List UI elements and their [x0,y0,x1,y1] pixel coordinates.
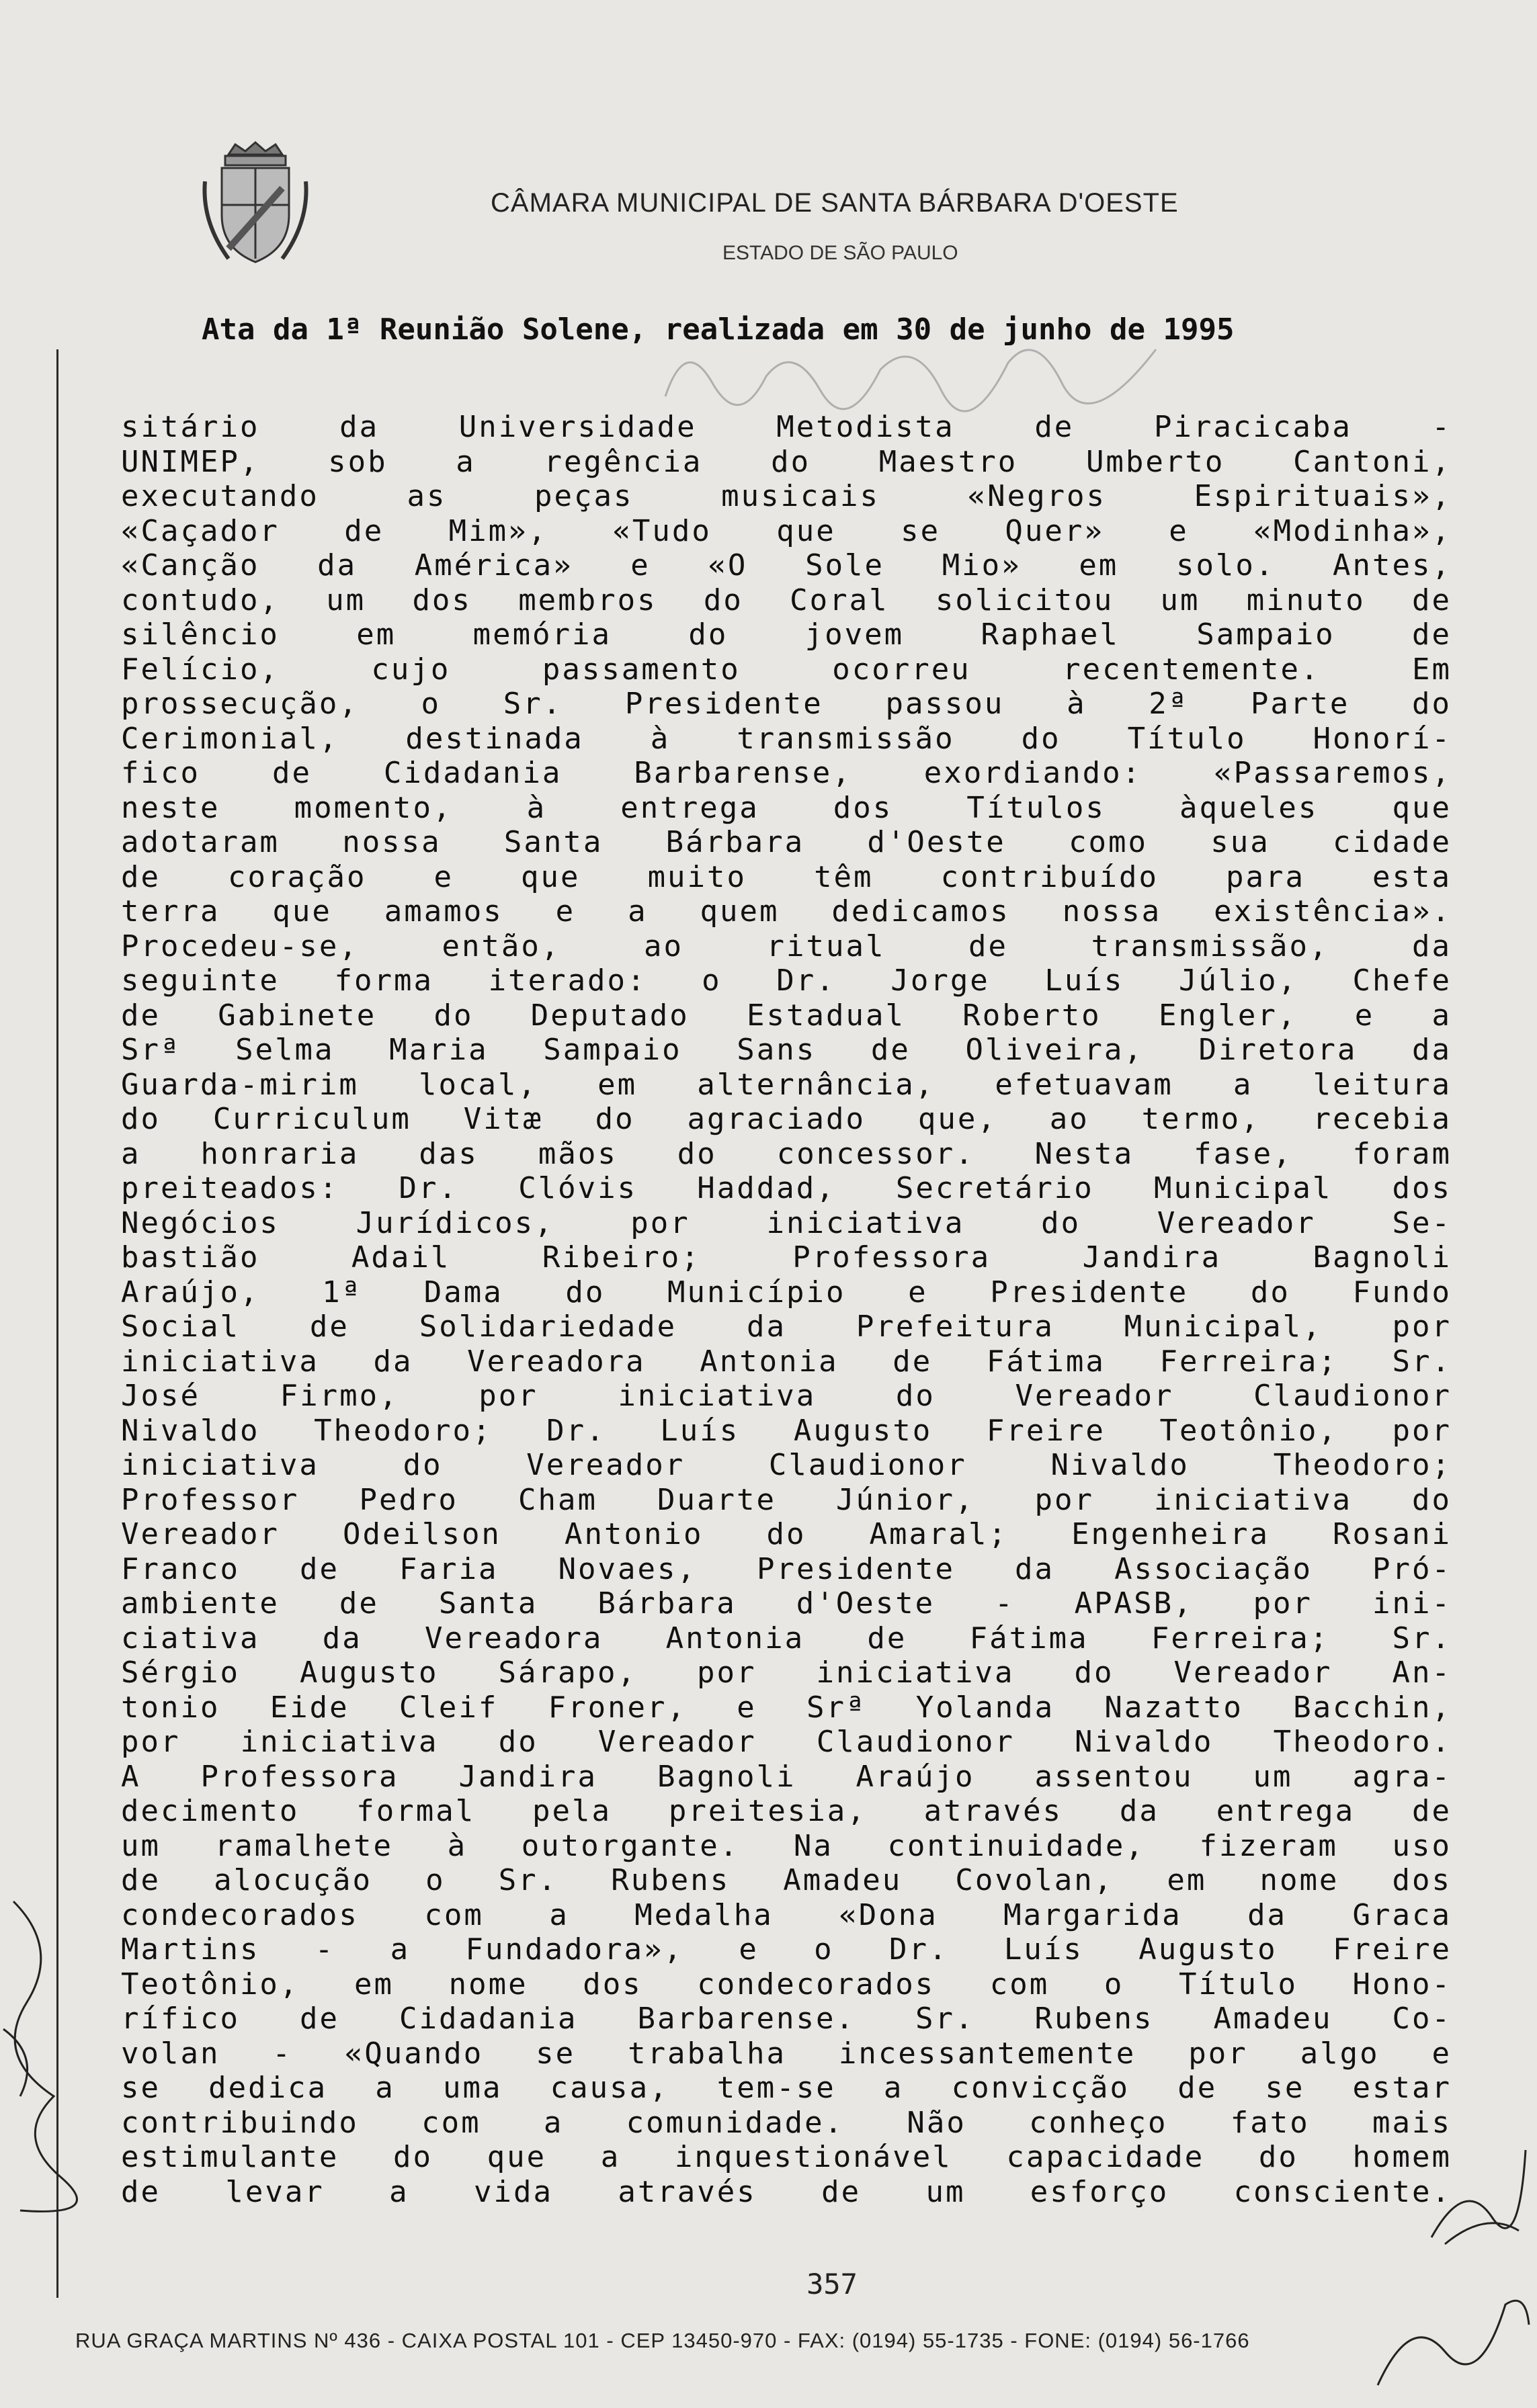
body-line: sitário da Universidade Metodista de Piracicaba - [121,410,1452,444]
body-line: terra que amamos e a quem dedicamos nossa existência». [121,894,1452,929]
body-line: do Curriculum Vitæ do agraciado que, ao termo, recebia [121,1102,1452,1136]
footer-address: RUA GRAÇA MARTINS Nº 436 - CAIXA POSTAL 101 - CEP 13450-970 - FAX: (0194) 55-1735 - FONE: (0194) 56-1766 [75,2329,1250,2352]
body-line: Araújo, 1ª Dama do Município e Presidente do Fundo [121,1275,1452,1309]
body-line: contudo, um dos membros do Coral solicitou um minuto de [121,583,1452,617]
body-line: José Firmo, por iniciativa do Vereador Claudionor [121,1379,1452,1413]
body-line: Social de Solidariedade da Prefeitura Municipal, por [121,1309,1452,1344]
body-line: rífico de Cidadania Barbarense. Sr. Rubens Amadeu Co- [121,2002,1452,2036]
body-line: de levar a vida através de um esforço consciente. [121,2174,1452,2209]
institution-name: CÂMARA MUNICIPAL DE SANTA BÁRBARA D'OESTE [491,188,1179,218]
body-line: se dedica a uma causa, tem-se a convicção de se estar [121,2071,1452,2105]
municipal-coat-of-arms-icon [202,141,309,269]
body-line: neste momento, à entrega dos Títulos àqueles que [121,790,1452,825]
body-line: Cerimonial, destinada à transmissão do Título Honorí- [121,721,1452,756]
body-line: decimento formal pela preitesia, através da entrega de [121,1794,1452,1828]
body-line: fico de Cidadania Barbarense, exordiando: «Passaremos, [121,756,1452,790]
body-line: «Canção da América» e «O Sole Mio» em solo. Antes, [121,548,1452,583]
body-line: por iniciativa do Vereador Claudionor Nivaldo Theodoro. [121,1725,1452,1759]
body-line: estimulante do que a inquestionável capacidade do homem [121,2140,1452,2174]
body-line: bastião Adail Ribeiro; Professora Jandira Bagnoli [121,1240,1452,1275]
body-line: Vereador Odeilson Antonio do Amaral; Engenheira Rosani [121,1517,1452,1551]
body-line: ciativa da Vereadora Antonia de Fátima Ferreira; Sr. [121,1621,1452,1656]
body-line: «Caçador de Mim», «Tudo que se Quer» e «Modinha», [121,513,1452,548]
margin-rule [56,349,58,2298]
page-number: 357 [806,2268,858,2300]
body-line: Nivaldo Theodoro; Dr. Luís Augusto Freire Teotônio, por [121,1413,1452,1448]
minutes-body [121,410,1452,2209]
body-line: de Gabinete do Deputado Estadual Roberto Engler, e a [121,998,1452,1033]
body-line: executando as peças musicais «Negros Espirituais», [121,479,1452,513]
body-line: Professor Pedro Cham Duarte Júnior, por iniciativa do [121,1482,1452,1517]
body-line: de alocução o Sr. Rubens Amadeu Covolan, em nome dos [121,1863,1452,1897]
signature-scribble-left [0,1895,81,2217]
body-line: Srª Selma Maria Sampaio Sans de Oliveira, Diretora da [121,1033,1452,1067]
body-line: um ramalhete à outorgante. Na continuidade, fizeram uso [121,1828,1452,1863]
meeting-title: Ata da 1ª Reunião Solene, realizada em 30 de junho de 1995 [202,312,1235,347]
body-line: ambiente de Santa Bárbara d'Oeste - APASB, por ini- [121,1586,1452,1621]
body-line: prossecução, o Sr. Presidente passou à 2ª Parte do [121,687,1452,721]
body-line: contribuindo com a comunidade. Não conheço fato mais [121,2105,1452,2140]
body-line: a honraria das mãos do concessor. Nesta fase, foram [121,1136,1452,1171]
body-line: iniciativa da Vereadora Antonia de Fátima Ferreira; Sr. [121,1344,1452,1379]
body-line: silêncio em memória do jovem Raphael Sampaio de [121,617,1452,652]
body-line: volan - «Quando se trabalha incessantemente por algo e [121,2036,1452,2071]
body-line: Guarda-mirim local, em alternância, efetuavam a leitura [121,1067,1452,1102]
body-line: Negócios Jurídicos, por iniciativa do Vereador Se- [121,1205,1452,1240]
body-line: adotaram nossa Santa Bárbara d'Oeste como sua cidade [121,825,1452,859]
body-line: Sérgio Augusto Sárapo, por iniciativa do Vereador An- [121,1656,1452,1690]
body-line: Teotônio, em nome dos condecorados com o Título Hono- [121,1967,1452,2002]
body-line: Martins - a Fundadora», e o Dr. Luís Augusto Freire [121,1932,1452,1967]
body-line: de coração e que muito têm contribuído para esta [121,859,1452,894]
body-line: preiteados: Dr. Clóvis Haddad, Secretário Municipal dos [121,1171,1452,1205]
body-line: seguinte forma iterado: o Dr. Jorge Luís Júlio, Chefe [121,963,1452,998]
state-name: ESTADO DE SÃO PAULO [722,242,958,264]
body-line: condecorados com a Medalha «Dona Margarida da Graca [121,1897,1452,1932]
body-line: Procedeu-se, então, ao ritual de transmissão, da [121,929,1452,963]
body-line: iniciativa do Vereador Claudionor Nivaldo Theodoro; [121,1448,1452,1482]
body-line: tonio Eide Cleif Froner, e Srª Yolanda Nazatto Bacchin, [121,1690,1452,1725]
body-line: Felício, cujo passamento ocorreu recentemente. Em [121,652,1452,687]
body-line: A Professora Jandira Bagnoli Araújo assentou um agra- [121,1759,1452,1794]
body-line: Franco de Faria Novaes, Presidente da Associação Pró- [121,1551,1452,1586]
body-line: UNIMEP, sob a regência do Maestro Umberto Cantoni, [121,444,1452,479]
